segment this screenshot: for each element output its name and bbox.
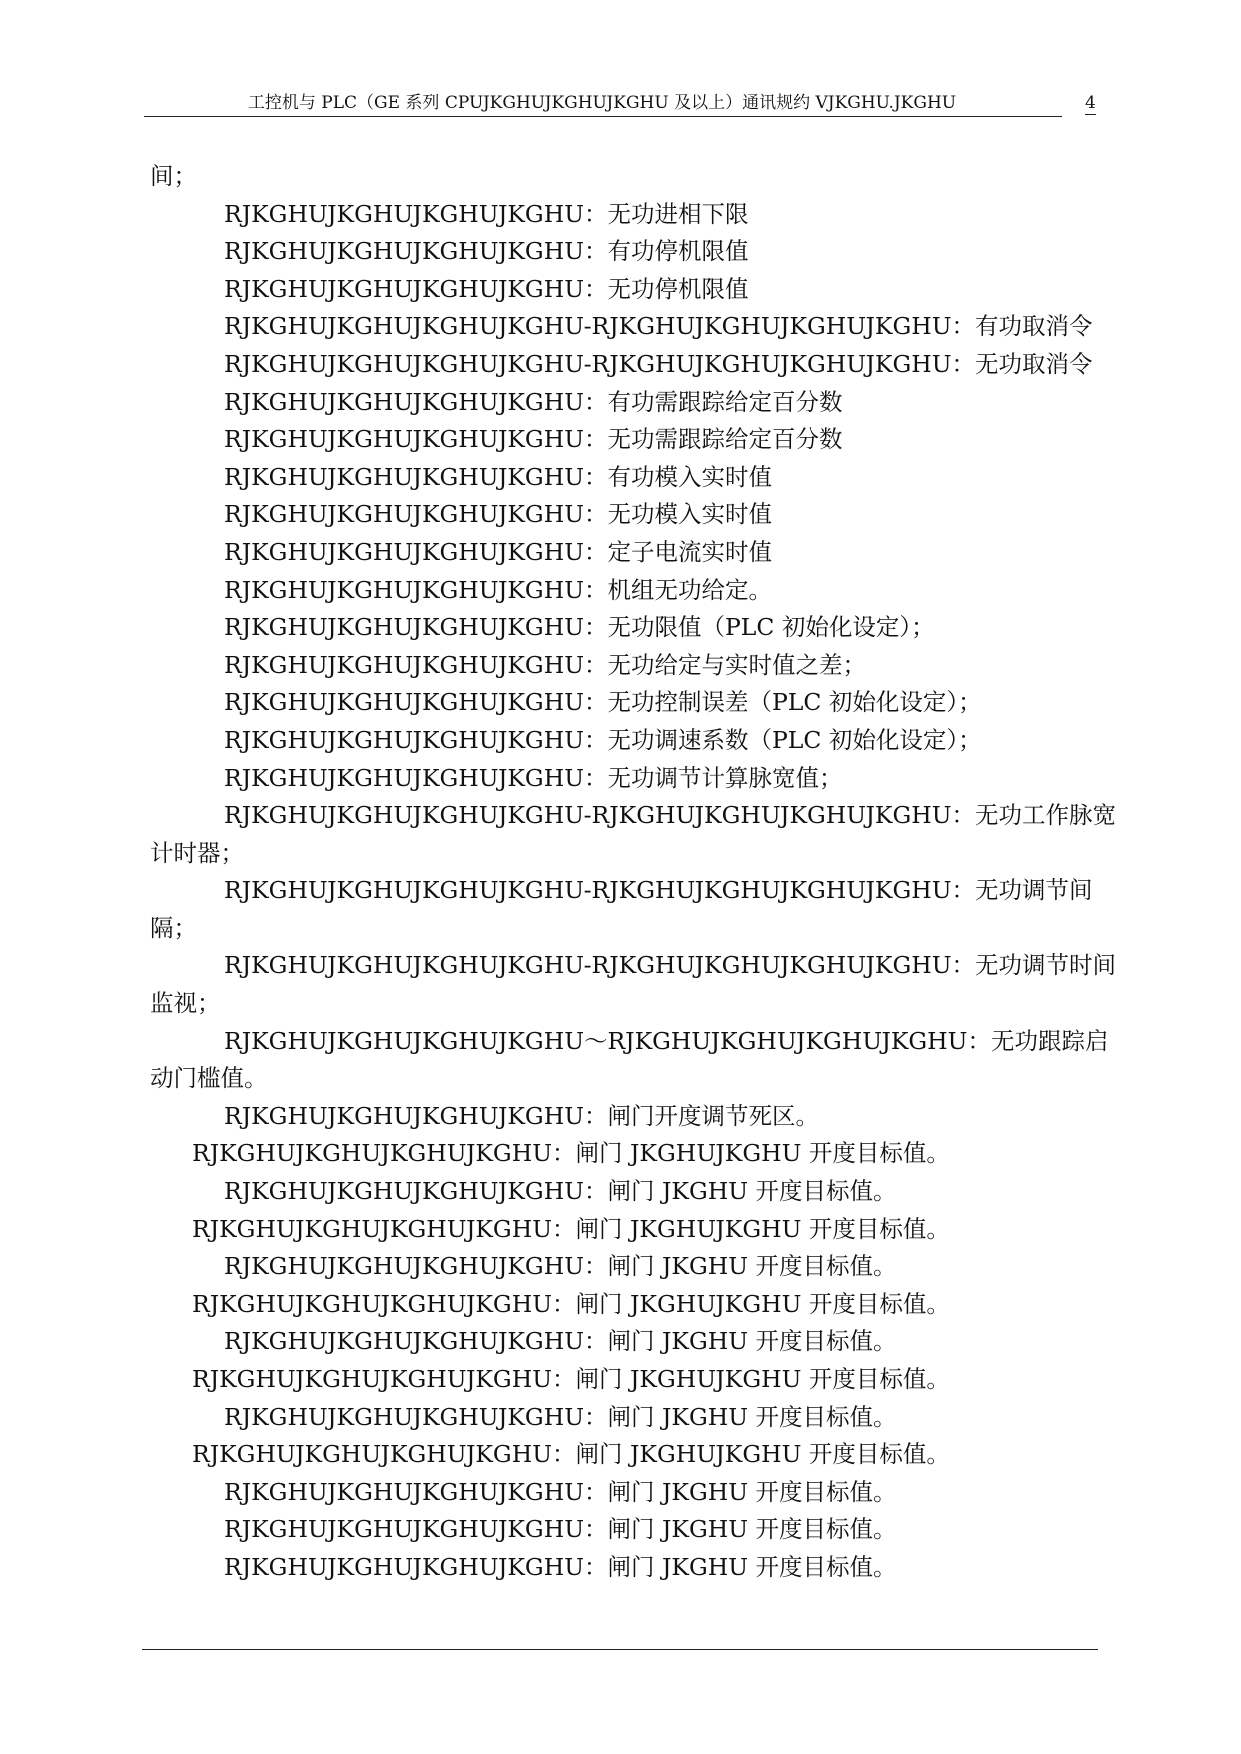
document-body	[150, 158, 1117, 1587]
footer-rule	[142, 1649, 1098, 1650]
text-line: RJKGHUJKGHUJKGHUJKGHU-RJKGHUJKGHUJKGHUJKGHU：无功调节间	[224, 876, 1093, 905]
running-header: 工控机与 PLC（GE 系列 CPUJKGHUJKGHUJKGHU 及以上）通讯规约 VJKGHU.JKGHU	[247, 93, 957, 113]
text-line: RJKGHUJKGHUJKGHUJKGHU：定子电流实时值	[224, 537, 772, 566]
text-line: 动门槛值。	[150, 1064, 268, 1093]
text-line: 计时器；	[150, 838, 244, 867]
text-line: RJKGHUJKGHUJKGHUJKGHU：无功停机限值	[224, 274, 749, 303]
text-line: RJKGHUJKGHUJKGHUJKGHU-RJKGHUJKGHUJKGHUJKGHU：有功取消令	[224, 312, 1093, 341]
text-line: RJKGHUJKGHUJKGHUJKGHU：无功模入实时值	[224, 500, 772, 529]
text-line: 隔；	[150, 913, 197, 942]
text-line: RJKGHUJKGHUJKGHUJKGHU：无功进相下限	[224, 199, 749, 228]
text-line: RJKGHUJKGHUJKGHUJKGHU：有功模入实时值	[224, 462, 772, 491]
page-number: 4	[1085, 93, 1096, 113]
text-line: RJKGHUJKGHUJKGHUJKGHU：有功停机限值	[224, 237, 749, 266]
text-line: RJKGHUJKGHUJKGHUJKGHU：无功调速系数（PLC 初始化设定）；	[224, 725, 982, 754]
text-line: RJKGHUJKGHUJKGHUJKGHU：无功调节计算脉宽值；	[224, 763, 843, 792]
text-line: RJKGHUJKGHUJKGHUJKGHU：闸门 JKGHUJKGHU 开度目标值。	[192, 1365, 950, 1393]
text-line: RJKGHUJKGHUJKGHUJKGHU：闸门 JKGHU 开度目标值。	[224, 1327, 897, 1356]
text-line: RJKGHUJKGHUJKGHUJKGHU：闸门 JKGHU 开度目标值。	[224, 1252, 897, 1281]
text-line: 间；	[150, 162, 197, 190]
text-line: RJKGHUJKGHUJKGHUJKGHU-RJKGHUJKGHUJKGHUJKGHU：无功取消令	[224, 349, 1093, 378]
text-line: RJKGHUJKGHUJKGHUJKGHU：闸门 JKGHU 开度目标值。	[224, 1177, 897, 1206]
text-line: RJKGHUJKGHUJKGHUJKGHU：闸门 JKGHUJKGHU 开度目标值。	[192, 1440, 950, 1469]
text-line: RJKGHUJKGHUJKGHUJKGHU～RJKGHUJKGHUJKGHUJKGHU：无功跟踪启	[224, 1026, 1109, 1055]
text-line: RJKGHUJKGHUJKGHUJKGHU：闸门 JKGHU 开度目标值。	[224, 1515, 897, 1544]
header-rule	[144, 116, 1062, 117]
text-line: RJKGHUJKGHUJKGHUJKGHU：闸门 JKGHUJKGHU 开度目标值。	[192, 1289, 950, 1318]
text-line: RJKGHUJKGHUJKGHUJKGHU：闸门 JKGHUJKGHU 开度目标值。	[192, 1139, 950, 1168]
text-line: RJKGHUJKGHUJKGHUJKGHU：无功给定与实时值之差；	[224, 650, 866, 679]
text-line: RJKGHUJKGHUJKGHUJKGHU-RJKGHUJKGHUJKGHUJKGHU：无功工作脉宽	[224, 801, 1117, 830]
text-line: RJKGHUJKGHUJKGHUJKGHU：闸门 JKGHU 开度目标值。	[224, 1402, 897, 1431]
text-line: RJKGHUJKGHUJKGHUJKGHU：有功需跟踪给定百分数	[224, 387, 843, 416]
text-line: RJKGHUJKGHUJKGHUJKGHU：无功控制误差（PLC 初始化设定）；	[224, 688, 982, 717]
text-line: RJKGHUJKGHUJKGHUJKGHU：闸门开度调节死区。	[224, 1101, 819, 1130]
text-line: RJKGHUJKGHUJKGHUJKGHU：机组无功给定。	[224, 575, 772, 604]
text-line: 监视；	[150, 989, 221, 1018]
text-line: RJKGHUJKGHUJKGHUJKGHU：闸门 JKGHUJKGHU 开度目标值。	[192, 1214, 950, 1243]
text-line: RJKGHUJKGHUJKGHUJKGHU：闸门 JKGHU 开度目标值。	[224, 1552, 897, 1581]
text-line: RJKGHUJKGHUJKGHUJKGHU：无功限值（PLC 初始化设定）；	[224, 613, 935, 642]
text-line: RJKGHUJKGHUJKGHUJKGHU-RJKGHUJKGHUJKGHUJKGHU：无功调节时间	[224, 951, 1117, 980]
text-line: RJKGHUJKGHUJKGHUJKGHU：闸门 JKGHU 开度目标值。	[224, 1477, 897, 1506]
text-line: RJKGHUJKGHUJKGHUJKGHU：无功需跟踪给定百分数	[224, 425, 843, 454]
